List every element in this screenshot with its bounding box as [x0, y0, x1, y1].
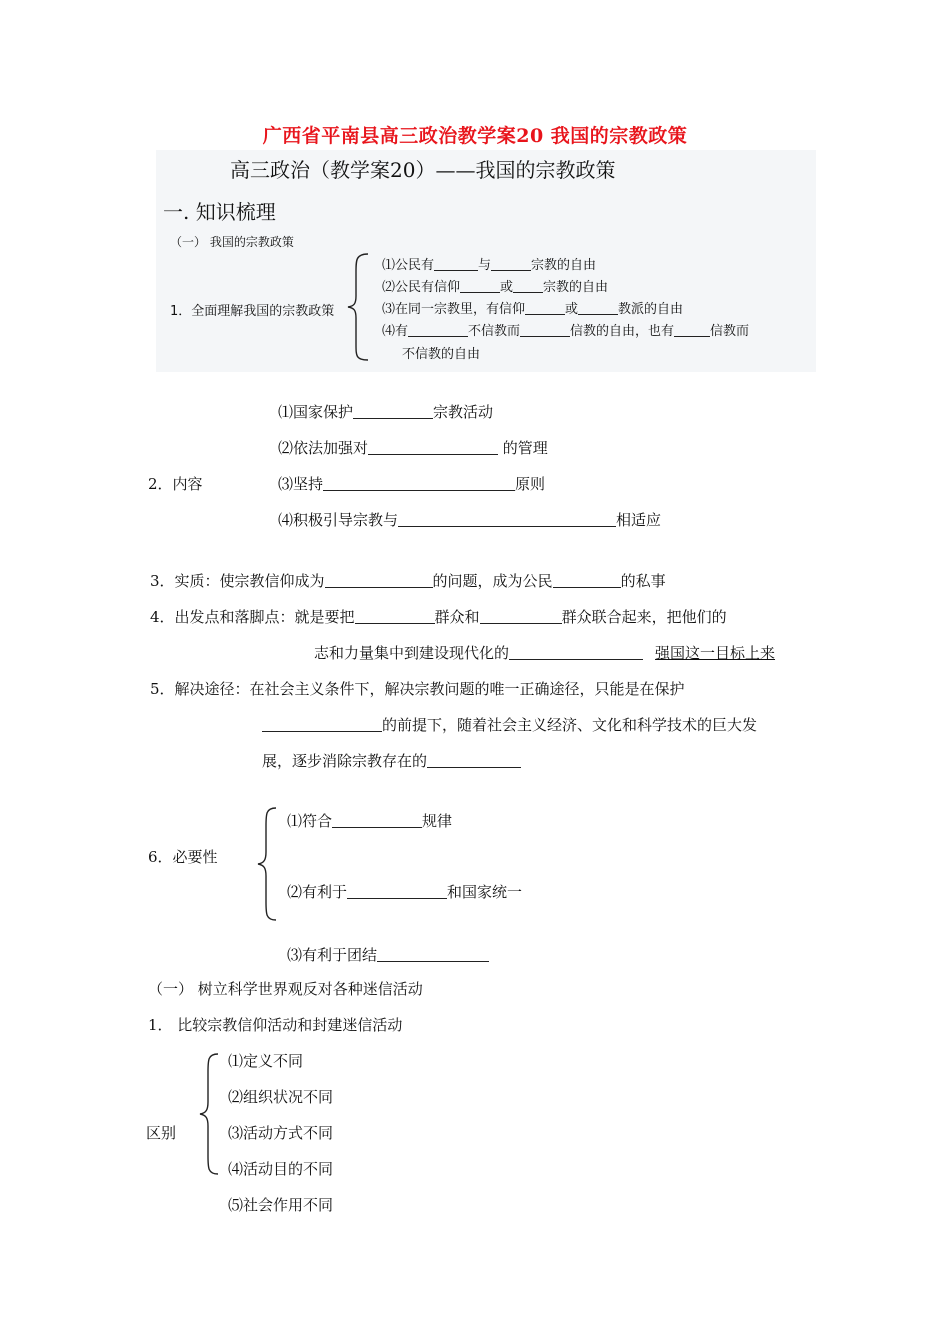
item1-line5: 不信教的自由: [402, 347, 481, 362]
item2-line3: ⑶坚持 原则: [278, 475, 546, 493]
item6-label: 6．必要性: [148, 848, 218, 866]
item5-line1: 5．解决途径：在社会主义条件下，解决宗教问题的唯一正确途径，只能是在保护: [150, 680, 685, 698]
item7-heading: 1． 比较宗教信仰活动和封建迷信活动: [148, 1016, 403, 1034]
item6-line1: ⑴符合 规律: [287, 812, 453, 830]
item1-line4: ⑷有 不信教而 信教的自由，也有 信教而: [382, 324, 750, 339]
item4-line1: 4．出发点和落脚点：就是要把 群众和 群众联合起来，把他们的: [150, 608, 727, 626]
item1-line3: ⑶在同一宗教里，有信仰 或 教派的自由: [382, 302, 684, 317]
compare-item: ⑸社会作用不同: [228, 1196, 334, 1214]
item2-line2: ⑵依法加强对 的管理: [278, 439, 548, 457]
brace-icon: [346, 252, 372, 362]
brace-icon: [256, 806, 280, 922]
compare-item: ⑷活动目的不同: [228, 1160, 334, 1178]
item5-line2: 的前提下，随着社会主义经济、文化和科学技术的巨大发: [262, 714, 757, 735]
item4-line2: 志和力量集中到建设现代化的 强国这一目标上来: [314, 644, 776, 662]
item2-line1: ⑴国家保护 宗教活动: [278, 403, 494, 421]
section-heading: 一. 知识梳理: [163, 200, 276, 224]
item1-label: 1．全面理解我国的宗教政策: [170, 304, 335, 319]
item6-line3: ⑶有利于团结: [287, 944, 489, 965]
item1-line2: ⑵公民有信仰 或 宗教的自由: [382, 280, 609, 295]
compare-label: 区别: [146, 1124, 177, 1142]
item1-line1: ⑴公民有 与 宗教的自由: [382, 258, 597, 273]
document-title: 广西省平南县高三政治教学案20 我国的宗教政策: [262, 125, 688, 147]
item2-line4: ⑷积极引导宗教与 相适应: [278, 511, 662, 529]
compare-item: ⑴定义不同: [228, 1052, 304, 1070]
item6-line2: ⑵有利于 和国家统一: [287, 883, 523, 901]
embedded-heading: 高三政治（教学案20）——我国的宗教政策: [230, 158, 616, 182]
item5-line3: 展，逐步消除宗教存在的: [262, 750, 521, 771]
item3: 3．实质：使宗教信仰成为 的问题，成为公民 的私事: [150, 572, 666, 590]
item2-label: 2．内容: [148, 475, 203, 493]
compare-item: ⑵组织状况不同: [228, 1088, 334, 1106]
subsection-heading: （一） 我国的宗教政策: [170, 235, 294, 249]
brace-icon: [198, 1052, 222, 1176]
compare-item: ⑶活动方式不同: [228, 1124, 334, 1142]
subsection2-heading: （一） 树立科学世界观反对各种迷信活动: [148, 980, 423, 998]
